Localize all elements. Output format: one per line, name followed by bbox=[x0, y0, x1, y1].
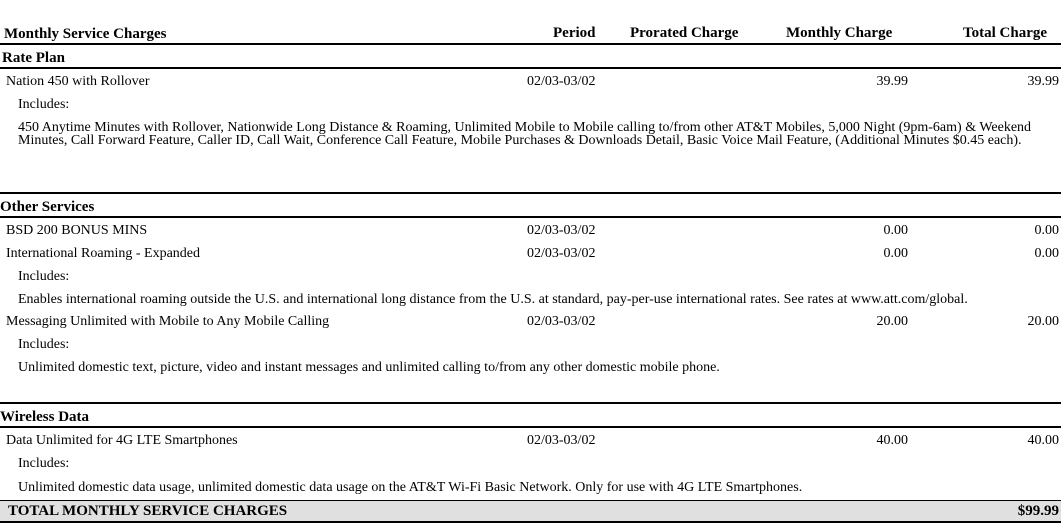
charge-total: 40.00 bbox=[1027, 433, 1059, 448]
charge-total: 39.99 bbox=[1027, 74, 1059, 89]
total-label: TOTAL MONTHLY SERVICE CHARGES bbox=[8, 503, 288, 519]
includes-label: Includes: bbox=[18, 269, 70, 284]
header-title: Monthly Service Charges bbox=[4, 26, 167, 42]
section-title-wireless-data: Wireless Data bbox=[0, 409, 90, 425]
includes-label: Includes: bbox=[18, 337, 70, 352]
section-divider bbox=[0, 216, 1061, 218]
charge-monthly: 40.00 bbox=[876, 433, 908, 448]
header-divider bbox=[0, 43, 1061, 45]
charge-period: 02/03-03/02 bbox=[527, 246, 596, 261]
includes-description: Enables international roaming outside the U.S. and international long distance from the U.S. at standard, pay-per-use international rates. See rates at www.att.com/global. bbox=[18, 292, 968, 307]
charge-name: Nation 450 with Rollover bbox=[6, 74, 150, 89]
charge-period: 02/03-03/02 bbox=[527, 433, 596, 448]
header-period: Period bbox=[553, 25, 596, 41]
charge-period: 02/03-03/02 bbox=[527, 223, 596, 238]
includes-description: Unlimited domestic text, picture, video and instant messages and unlimited calling to/from any other domestic mobile phone. bbox=[18, 360, 720, 375]
section-divider bbox=[0, 192, 1061, 194]
header-total-charge: Total Charge bbox=[963, 25, 1048, 41]
section-divider bbox=[0, 67, 1061, 69]
includes-label: Includes: bbox=[18, 456, 70, 471]
section-divider bbox=[0, 402, 1061, 404]
charge-monthly: 0.00 bbox=[883, 223, 908, 238]
header-monthly-charge: Monthly Charge bbox=[786, 25, 893, 41]
charge-total: 20.00 bbox=[1027, 314, 1059, 329]
section-title-other-services: Other Services bbox=[0, 199, 95, 215]
total-amount: $99.99 bbox=[1017, 503, 1059, 519]
charge-period: 02/03-03/02 bbox=[527, 314, 596, 329]
charge-total: 0.00 bbox=[1034, 223, 1059, 238]
includes-description: 450 Anytime Minutes with Rollover, Nationwide Long Distance & Roaming, Unlimited Mobile to Mobile calling to/from other AT&T Mobiles, 5,000 Night (9pm-6am) & Weekend Minutes, Call Forward Feature, Caller ID, Call Wait, Conference Call Feature, Mobile Purchases & Downloads Detail, Basic Voice Mail Feature, (Additional Minutes $0.45 each). bbox=[18, 120, 1032, 148]
includes-description: Unlimited domestic data usage, unlimited domestic data usage on the AT&T Wi-Fi Basic Network. Only for use with 4G LTE Smartphones. bbox=[18, 480, 803, 495]
section-divider bbox=[0, 426, 1061, 428]
includes-label: Includes: bbox=[18, 97, 70, 112]
charge-name: BSD 200 BONUS MINS bbox=[6, 223, 148, 238]
charge-name: International Roaming - Expanded bbox=[6, 246, 200, 261]
charge-monthly: 20.00 bbox=[876, 314, 908, 329]
charge-total: 0.00 bbox=[1034, 246, 1059, 261]
charge-name: Messaging Unlimited with Mobile to Any Mobile Calling bbox=[6, 314, 330, 329]
charge-monthly: 39.99 bbox=[876, 74, 908, 89]
header-prorated-charge: Prorated Charge bbox=[630, 25, 739, 41]
charge-name: Data Unlimited for 4G LTE Smartphones bbox=[6, 433, 238, 448]
charge-period: 02/03-03/02 bbox=[527, 74, 596, 89]
charge-monthly: 0.00 bbox=[883, 246, 908, 261]
section-title-rate-plan: Rate Plan bbox=[2, 50, 65, 66]
